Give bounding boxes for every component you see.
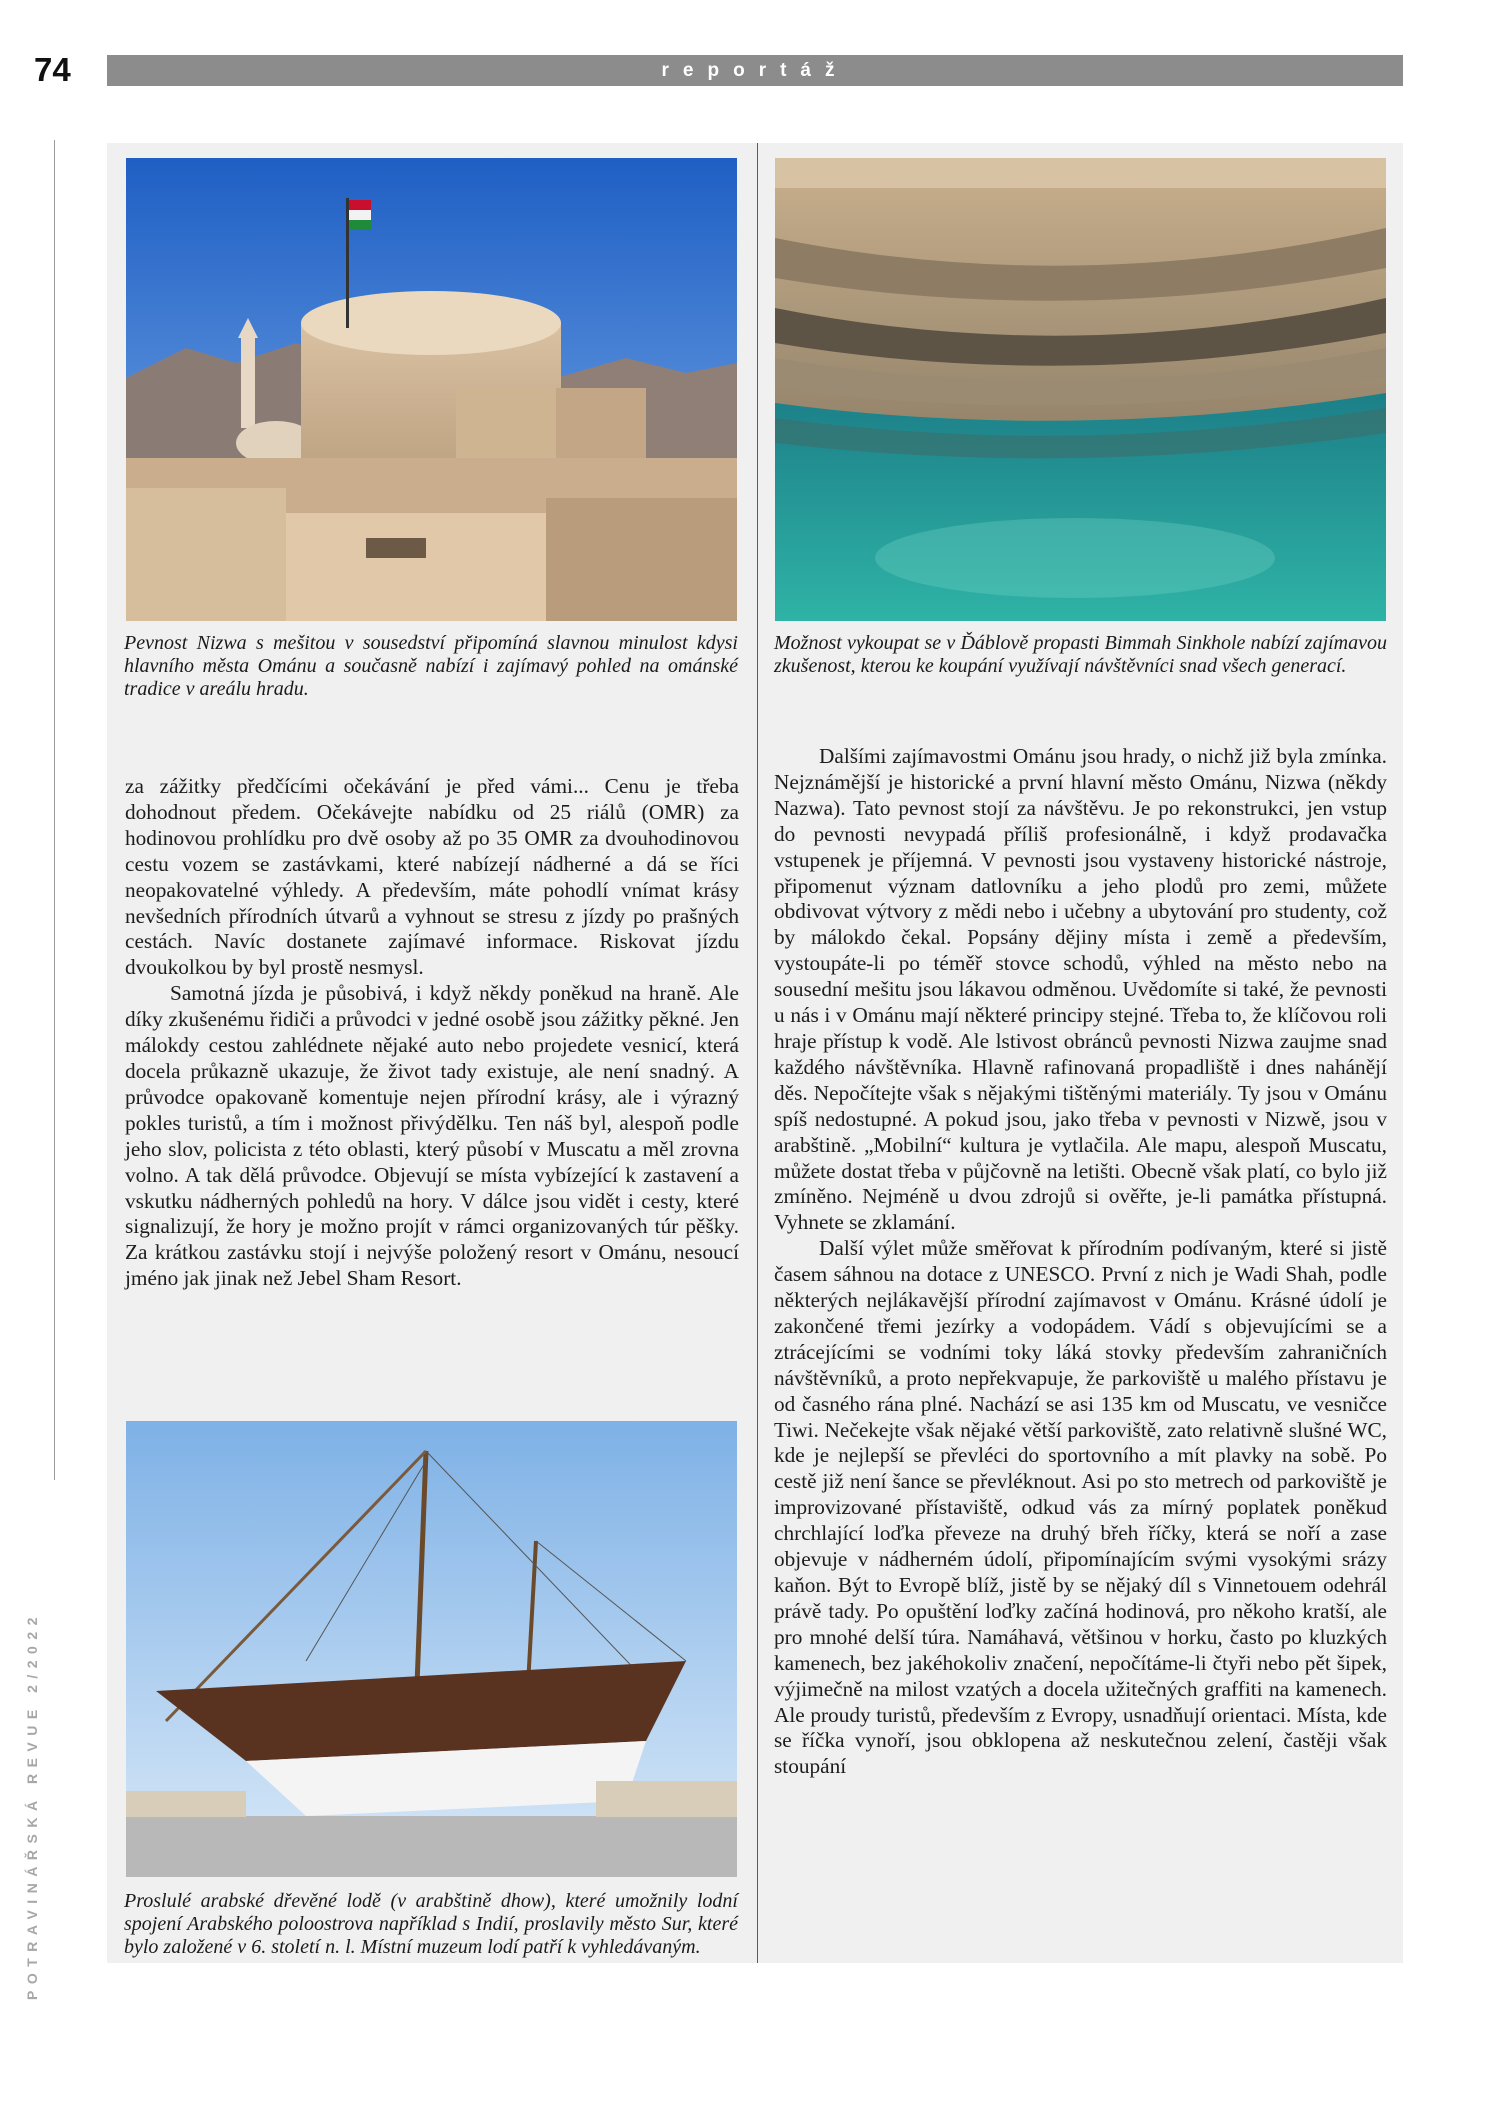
article-paragraph: Další výlet může směřovat k přírodním podívaným, které si jistě časem sáhnou na dotace z UNESCO. První z nich je Wadi Shah, podle některých nejlákavější přírodní zajímavost v Ománu. Krásné údolí je zakončené třemi jezírky a vodopádem. Vádí s objevujícími se a ztrácejícími se vodními toky láká stovky především zahraničních návštěvníků, a proto nepřekvapuje, že parkoviště u malého přístavu je od časného rána plné. Nachází se asi 135 km od Muscatu, ve vesničce Tiwi. Nečekejte však nějaké větší parkoviště, zato relativně slušné WC, kde je nejlepší se převléci do sportovního a mít plavky na sobě. Po cestě již není šance se převléknout. Asi po sto metrech od parkoviště je improvizované přístaviště, odkud vás za mírný poplatek poněkud chrchlající loďka převeze na druhý břeh říčky, která se noří a zase objevuje v nádherném údolí, připomínajícím svými vysokými srázy kaňon. Být to Evropě blíž, jistě by se nějaký díl s Vinnetouem odehrál právě tady. Po opuštění loďky začíná hodinová, pro někoho kratší, ale pro mnohé delší túra. Namáhavá, většinou v horku, často po kluzkých kamenech, bez jakéhokoliv značení, nepočítáme-li čtyři nebo pět šipek, výjimečně na milost vzatých a docela užitečných graffiti na kamenech. Ale proudy turistů, především z Evropy, usnadňují orientaci. Místa, kde se říčka vynoří, jsou obklopena až neskutečnou zelení, častěji však stoupání <box>774 1236 1387 1779</box>
section-title: reportáž <box>661 60 849 81</box>
section-header-bar <box>107 55 1403 86</box>
bimmah-sinkhole-photo <box>775 158 1386 621</box>
side-rule <box>54 140 55 1480</box>
article-paragraph: za zážitky předčícími očekávání je před vámi... Cenu je třeba dohodnout předem. Očekávejte nabídku od 25 riálů (OMR) za hodinovou prohlídku pro dvě osoby až po 35 OMR za dvouhodinovou cestu vozem se zastávkami, které nabízejí nádherné a dá se říci neopakovatelné výhledy. A především, máte pohodlí vnímat krásy nevšedních přírodních útvarů a vyhnout se stresu z jízdy po prašných cestách. Navíc dostanete zajímavé informace. Riskovat jízdu dvoukolkou by byl prostě nesmysl. <box>125 774 739 980</box>
nizwa-fort-photo <box>126 158 737 621</box>
dhow-ship-photo <box>126 1421 737 1877</box>
dhow-ship-caption: Proslulé arabské dřevěné lodě (v arabštině dhow), které umožnily lodní spojení Arabského poloostrova například s Indií, proslavily město Sur, které bylo založené v 6. století n. l. Místní muzeum lodí patří k vyhledávaným. <box>124 1890 738 1958</box>
article-left-column <box>125 774 739 1292</box>
publication-name: POTRAVINÁŘSKÁ REVUE 2/2022 <box>24 1611 40 2000</box>
page-number: 74 <box>34 51 71 88</box>
article-paragraph: Samotná jízda je působivá, i když někdy poněkud na hraně. Ale díky zkušenému řidiči a průvodci v jedné osobě jsou zážitky pěkné. Jen málokdy cestou zahlédnete nějaké auto nebo projedete vesnicí, která docela průkazně ukazuje, že život tady existuje, ale není snadný. A průvodce opakovaně komentuje nejen přírodní krásy, ale i výrazný pokles turistů, a tím i možnost přivýdělku. Ten náš byl, alespoň podle jeho slov, policista z této oblasti, který působí v Muscatu a měl zrovna volno. A tak dělá průvodce. Objevují se místa vybízející k zastavení a vskutku nádherných pohledů na hory. V dálce jsou vidět i cesty, které signalizují, že hory je možno projít v rámci organizovaných túr pěšky. Za krátkou zastávku stojí i nejvýše položený resort v Ománu, nesoucí jméno jak jinak než Jebel Sham Resort. <box>125 981 739 1291</box>
article-paragraph: Dalšími zajímavostmi Ománu jsou hrady, o nichž již byla zmínka. Nejznámější je historické a první hlavní město Ománu, Nizwa (někdy Nazwa). Tato pevnost stojí za návštěvu. Je po rekonstrukci, jen vstup do pevnosti nevypadá příliš profesionálně, i když prodavačka vstupenek je příjemná. V pevnosti jsou vystaveny historické nástroje, připomenut význam datlovníku a jeho plodů pro zemi, můžete obdivovat výtvory z mědi nebo i učebny a ubytování pro studenty, což by málokdo čekal. Popsány dějiny místa i země a především, vystoupáte-li po téměř stovce schodů, výhled na město nebo na sousední mešitu jsou lákavou odměnou. Uvědomíte si také, že pevnosti u nás i v Ománu mají některé principy stejné. Třeba to, že klíčovou roli hraje přístup k vodě. Ale lstivost obránců pevnosti Nizwa zaujme snad každého návštěvníka. Hlavně rafinovaná propadliště i dnes nahánějí děs. Nepočítejte však s nějakými tištěnými materiály. Ty jsou v Ománu spíš nedostupné. A pokud jsou, jako třeba v pevnosti v Nizwě, jsou v arabštině. „Mobilní“ kultura je vytlačila. Ale mapu, alespoň Muscatu, můžete dostat třeba v půjčovně na letišti. Obecně však platí, co bylo již zmíněno. Nejméně u dvou zdrojů si ověřte, je-li památka přístupná. Vyhnete se zklamání. <box>774 744 1387 1235</box>
column-divider <box>757 143 758 1963</box>
nizwa-fort-caption: Pevnost Nizwa s mešitou v sousedství připomíná slavnou minulost kdysi hlavního města Ománu a současně nabízí i zajímavý pohled na ománské tradice v areálu hradu. <box>124 632 738 700</box>
article-right-column <box>774 744 1387 1780</box>
bimmah-sinkhole-caption: Možnost vykoupat se v Ďáblově propasti Bimmah Sinkhole nabízí zajímavou zkušenost, kterou ke koupání využívají návštěvníci snad všech generací. <box>774 632 1387 677</box>
